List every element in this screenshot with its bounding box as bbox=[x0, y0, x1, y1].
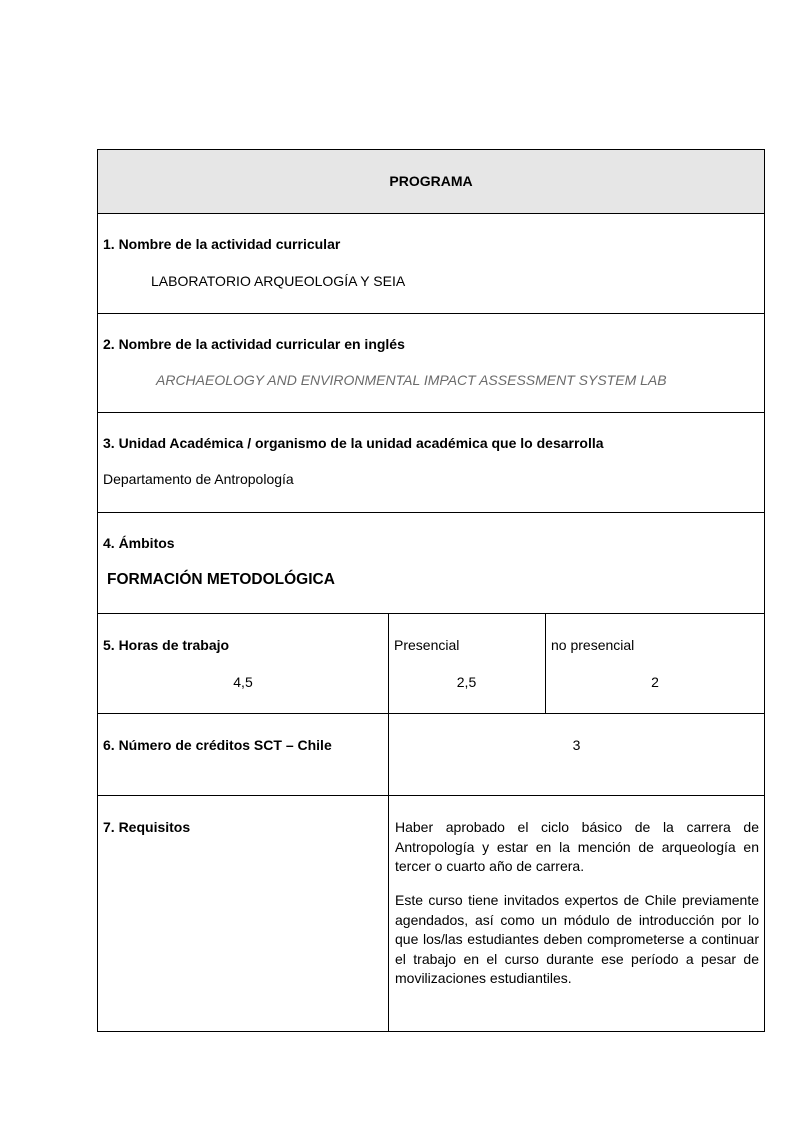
requirements-paragraph: Este curso tiene invitados expertos de Chile previamente agendados, así como un módulo de introducción por lo que los/las estudiantes deben comprometerse a continuar el trabajo en el curso durante ese período a pesar de movilizaciones estudiantiles. bbox=[395, 892, 759, 986]
activity-name-english-value: ARCHAEOLOGY AND ENVIRONMENTAL IMPACT ASSESSMENT SYSTEM LAB bbox=[156, 372, 667, 388]
divider-vertical bbox=[388, 714, 389, 795]
section-activity-name-english bbox=[98, 314, 764, 413]
work-hours-total: 4,5 bbox=[233, 674, 253, 690]
section-requirements bbox=[98, 796, 764, 1032]
activity-name-label: 1. Nombre de la actividad curricular bbox=[103, 236, 341, 252]
credits-value: 3 bbox=[572, 737, 581, 753]
requirements-paragraph: Haber aprobado el ciclo básico de la carrera de Antropología y estar en la mención de arqueología en tercer o cuarto año de carrera. bbox=[395, 819, 759, 874]
presencial-value: 2,5 bbox=[456, 674, 477, 690]
header-row bbox=[98, 150, 764, 214]
credits-label: 6. Número de créditos SCT – Chile bbox=[103, 737, 332, 753]
divider-vertical bbox=[388, 796, 389, 1032]
scope-label: 4. Ámbitos bbox=[103, 535, 175, 551]
section-activity-name bbox=[98, 214, 764, 314]
section-credits bbox=[98, 714, 764, 796]
presencial-label: Presencial bbox=[394, 637, 460, 653]
divider-vertical bbox=[388, 614, 389, 713]
academic-unit-label: 3. Unidad Académica / organismo de la unidad académica que lo desarrolla bbox=[103, 435, 604, 451]
no-presencial-label: no presencial bbox=[551, 637, 635, 653]
activity-name-english-label: 2. Nombre de la actividad curricular en inglés bbox=[103, 336, 405, 352]
divider-vertical bbox=[545, 614, 546, 713]
section-work-hours bbox=[98, 614, 764, 714]
program-title: PROGRAMA bbox=[389, 173, 473, 189]
activity-name-value: LABORATORIO ARQUEOLOGÍA Y SEIA bbox=[151, 273, 406, 289]
requirements-label: 7. Requisitos bbox=[103, 819, 191, 835]
program-form bbox=[97, 149, 765, 1032]
scope-value: FORMACIÓN METODOLÓGICA bbox=[107, 571, 335, 588]
no-presencial-value: 2 bbox=[651, 674, 659, 690]
section-academic-unit bbox=[98, 413, 764, 513]
section-scope bbox=[98, 513, 764, 614]
work-hours-label: 5. Horas de trabajo bbox=[103, 637, 230, 653]
academic-unit-value: Departamento de Antropología bbox=[103, 471, 294, 487]
